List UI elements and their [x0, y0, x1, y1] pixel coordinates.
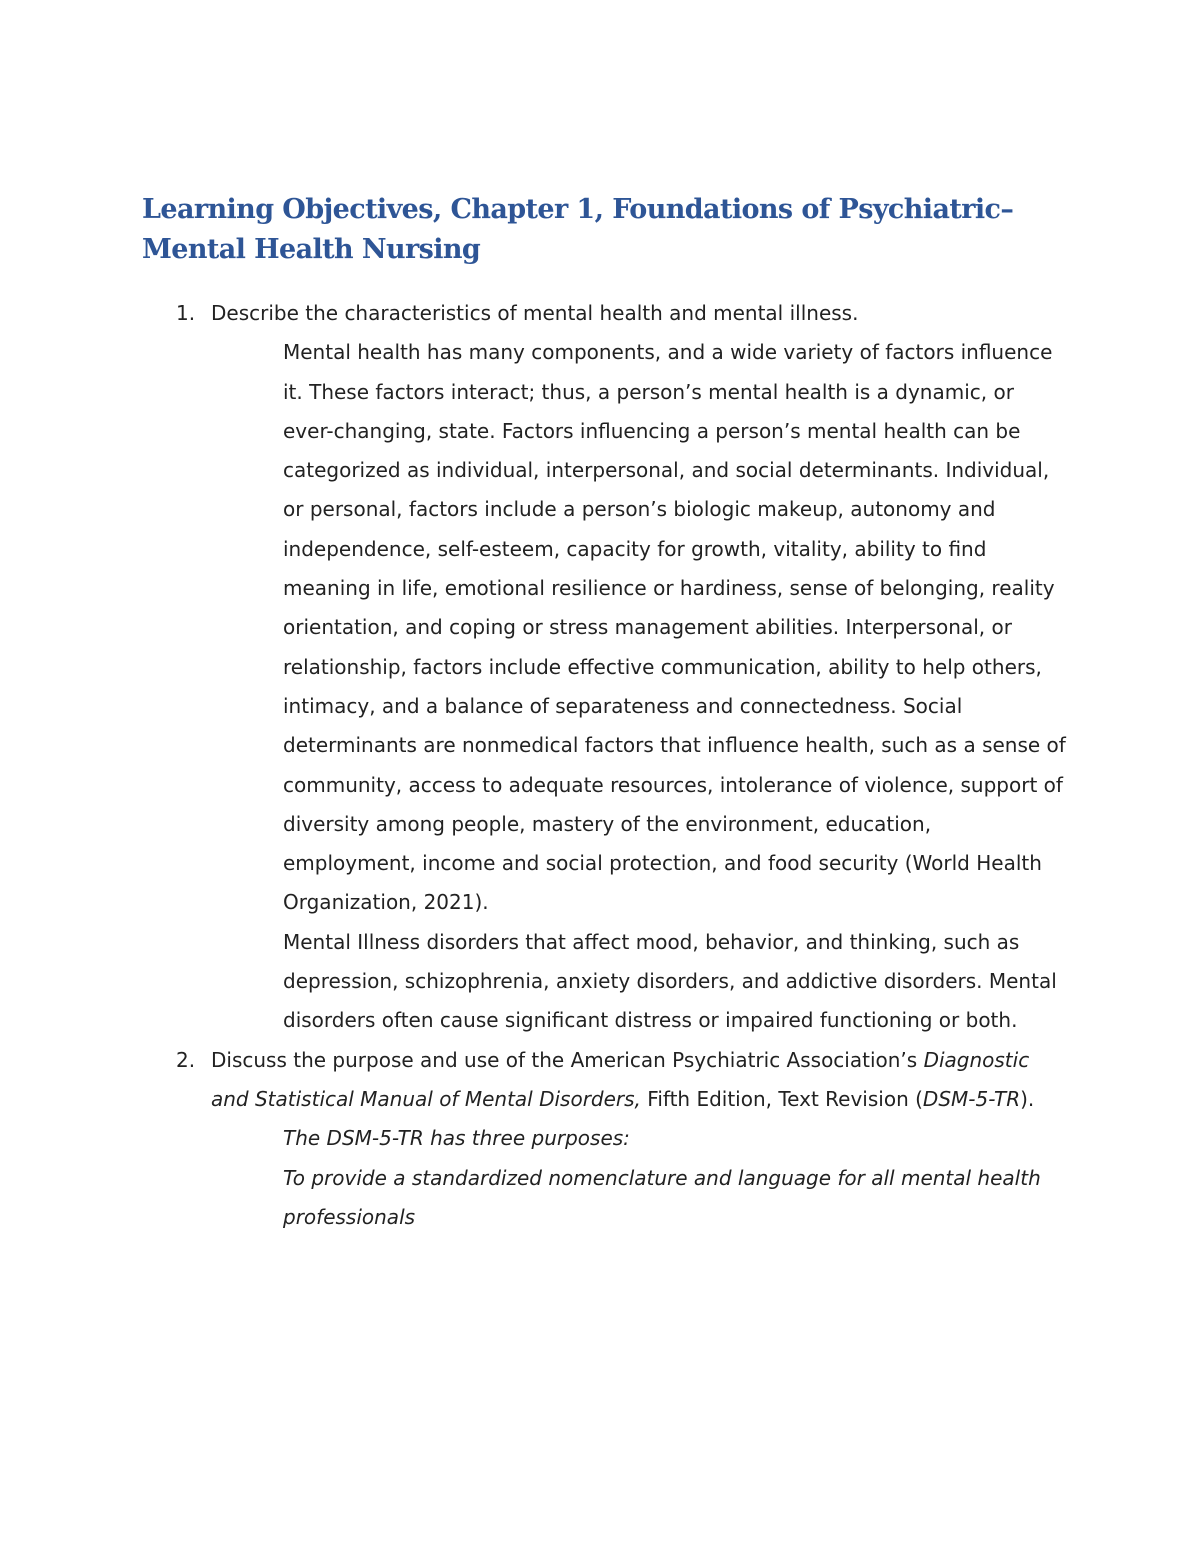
objective-text-suffix: ).	[1020, 1086, 1035, 1111]
objective-paragraph: The DSM-5-TR has three purposes:	[283, 1126, 630, 1151]
objective-item-1	[0, 294, 1200, 1041]
objective-text	[211, 1041, 1051, 1120]
objective-paragraph: Mental Illness disorders that affect mood, behavior, and thinking, such as depression, schizophrenia, anxiety disorders, and addictive disorders. Mental disorders often cause significant distress or impaired functioning or both.	[283, 929, 1057, 1033]
objective-text-middle: Fifth Edition, Text Revision (	[647, 1086, 923, 1111]
manual-abbreviation: DSM-5-TR	[922, 1086, 1021, 1111]
objective-item-2	[0, 1041, 1200, 1237]
document-title: Learning Objectives, Chapter 1, Foundations of Psychiatric–Mental Health Nursing	[142, 194, 1014, 265]
objective-number: 2.	[176, 1047, 196, 1072]
manual-title: Diagnostic and Statistical Manual of Mental Disorders,	[211, 1047, 1030, 1111]
objectives-list	[0, 294, 1200, 1237]
objective-paragraph: Mental health has many components, and a wide variety of factors influence it. These factors interact; thus, a person’s mental health is a dynamic, or ever-changing, state. Factors influencing a person’s mental health can be categorized as individual, interpersonal, and social determinants. Individual, or personal, factors include a person’s biologic makeup, autonomy and independence, self-esteem, capacity for growth, vitality, ability to find meaning in life, emotional resilience or hardiness, sense of belonging, reality orientation, and coping or stress management abilities. Interpersonal, or relationship, factors include effective communication, ability to help others, intimacy, and a balance of separateness and connectedness. Social determinants are nonmedical factors that influence health, such as a sense of community, access to adequate resources, intolerance of violence, support of diversity among people, mastery of the environment, education, employment, income and social protection, and food security (World Health Organization, 2021).	[283, 340, 1066, 915]
objective-text: Describe the characteristics of mental health and mental illness.	[211, 301, 859, 325]
objective-text-prefix: Discuss the purpose and use of the American Psychiatric Association’s	[211, 1047, 918, 1072]
objective-number: 1.	[176, 301, 196, 325]
objective-paragraph: To provide a standardized nomenclature and language for all mental health professionals	[283, 1165, 1041, 1229]
